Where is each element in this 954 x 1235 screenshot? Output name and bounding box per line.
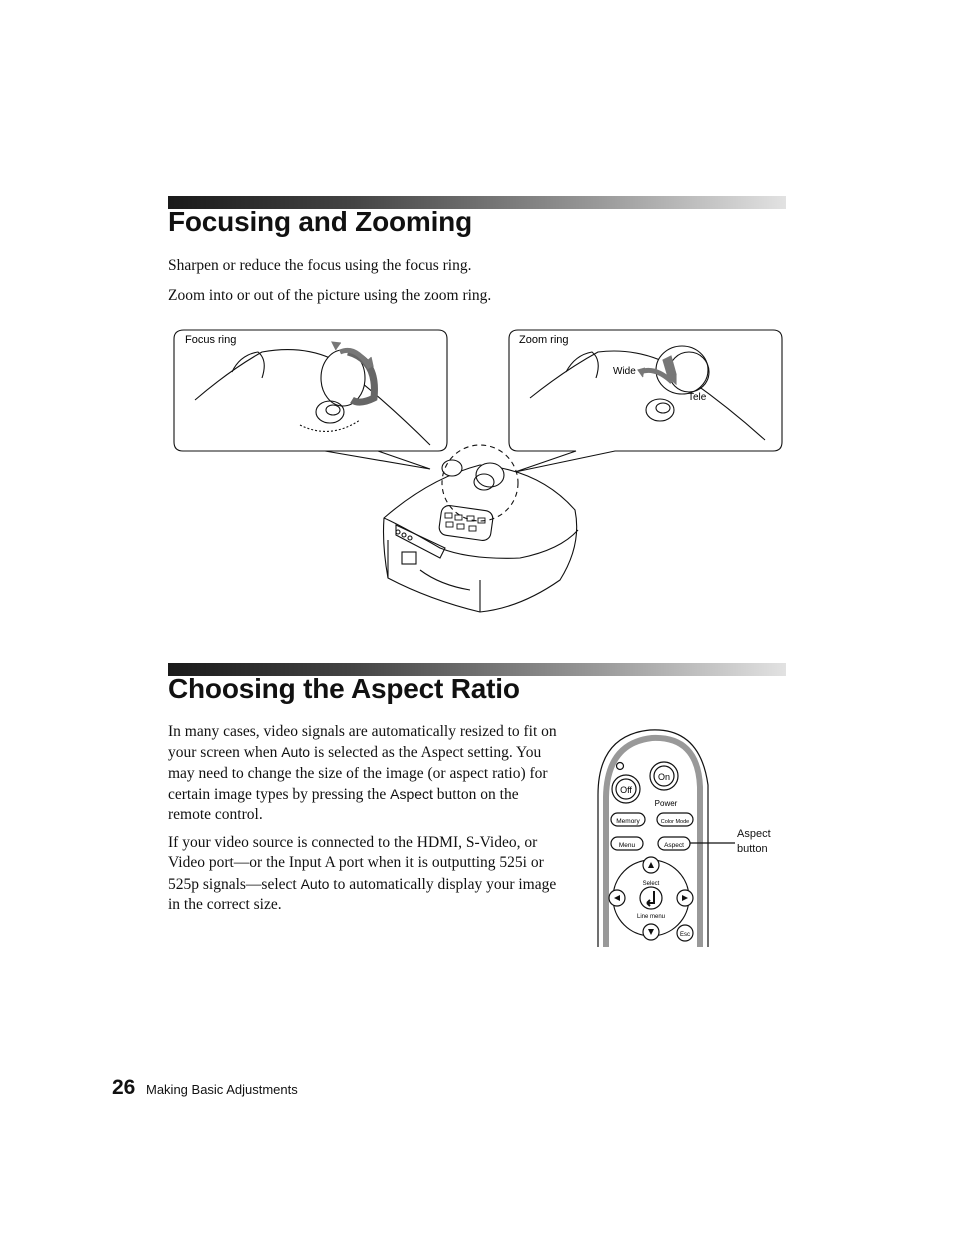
on-button-label: On: [657, 772, 671, 782]
zoom-ring-label: Zoom ring: [519, 334, 569, 346]
tele-label: Tele: [688, 392, 707, 403]
section-title-aspect: Choosing the Aspect Ratio: [168, 673, 520, 704]
aspect-p2-text-2: to automatically display your image in the correct size.: [168, 875, 557, 913]
footer-section-title: Making Basic Adjustments: [146, 1082, 298, 1097]
aspect-button-label: Aspect: [664, 842, 684, 849]
memory-button-label: Memory: [616, 818, 640, 825]
aspect-paragraph-1: [168, 722, 560, 825]
color-mode-button-label: Color Mode: [660, 819, 690, 825]
aspect-callout-line2: button: [737, 843, 768, 855]
off-button-label: Off: [620, 785, 632, 795]
auto-keyword: Auto: [281, 744, 311, 761]
focus-ring-label: Focus ring: [185, 334, 237, 346]
select-label: Select: [642, 881, 660, 887]
power-label: Power: [654, 799, 678, 808]
wide-label: Wide: [613, 366, 636, 377]
aspect-callout-line1: Aspect: [737, 828, 771, 840]
page-number: 26: [112, 1076, 136, 1099]
aspect-keyword: Aspect: [390, 785, 433, 802]
aspect-p2-text-1: If your video source is connected to the HDMI, S-Video, or Video port—or the Input A port when it is outputting 525i or 525p signals—select: [168, 834, 544, 893]
focus-instruction: Sharpen or reduce the focus using the focus ring.: [168, 257, 472, 274]
auto-keyword: Auto: [300, 875, 330, 892]
zoom-instruction: Zoom into or out of the picture using the zoom ring.: [168, 287, 492, 304]
esc-button-label: Esc: [679, 932, 691, 938]
aspect-p1-text-3: button on the remote control.: [168, 785, 519, 824]
aspect-paragraph-2: [168, 833, 560, 915]
section-title-focusing: Focusing and Zooming: [168, 206, 472, 237]
menu-button-label: Menu: [618, 842, 636, 849]
aspect-p1-text-2: is selected as the Aspect setting. You may need to change the size of the image (or aspect ratio) for certain image types by pressing the: [168, 744, 548, 803]
aspect-p1-text-1: In many cases, video signals are automatically resized to fit on your screen when: [168, 723, 557, 762]
line-menu-label: Line menu: [636, 914, 666, 920]
